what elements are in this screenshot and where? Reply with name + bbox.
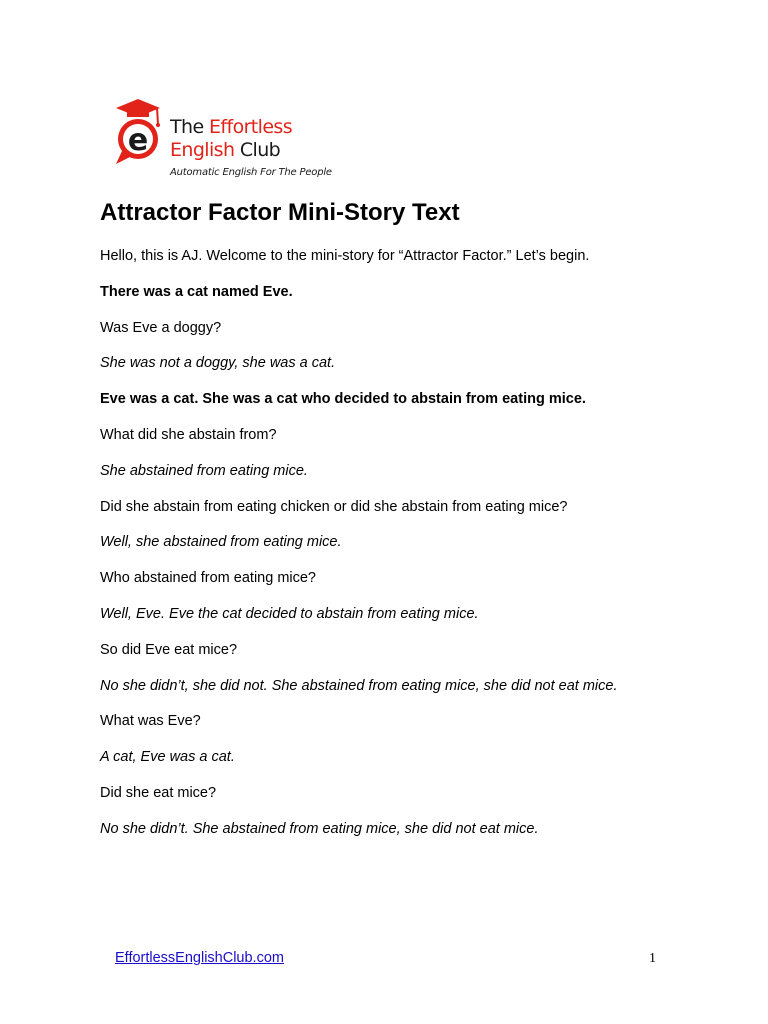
story-line: No she didn’t, she did not. She abstained from eating mice, she did not eat mice. — [100, 677, 618, 694]
story-line: No she didn’t. She abstained from eating mice, she did not eat mice. — [100, 820, 539, 837]
story-line: Well, she abstained from eating mice. — [100, 534, 342, 551]
footer-website-link[interactable]: EffortlessEnglishClub.com — [115, 950, 284, 966]
document-title: Attractor Factor Mini-Story Text — [100, 199, 460, 226]
story-line: Who abstained from eating mice? — [100, 570, 316, 587]
club-logo — [112, 96, 342, 184]
story-line: Well, Eve. Eve the cat decided to abstain from eating mice. — [100, 606, 479, 622]
graduation-cap-e-icon — [112, 96, 164, 166]
svg-text:e: e — [127, 123, 149, 158]
story-line: So did Eve eat mice? — [100, 641, 238, 658]
club-tagline: Automatic English For The People — [170, 167, 332, 178]
story-line: A cat, Eve was a cat. — [100, 749, 235, 766]
story-line: What did she abstain from? — [100, 427, 277, 443]
story-line: Hello, this is AJ. Welcome to the mini-story for “Attractor Factor.” Let’s begin. — [100, 248, 590, 264]
story-line: Did she abstain from eating chicken or did she abstain from eating mice? — [100, 498, 568, 515]
story-line: There was a cat named Eve. — [100, 283, 293, 300]
club-name-highlight-2: English — [170, 139, 235, 161]
story-line: Was Eve a doggy? — [100, 319, 222, 336]
club-name-line-2: English Club — [170, 139, 281, 161]
club-name-line-1: The Effortless — [170, 116, 293, 138]
page-number: 1 — [649, 951, 656, 966]
story-line: Did she eat mice? — [100, 785, 217, 801]
club-name — [170, 116, 292, 162]
story-line: She abstained from eating mice. — [100, 462, 308, 479]
story-line: She was not a doggy, she was a cat. — [100, 355, 336, 372]
club-name-highlight: Effortless — [208, 116, 293, 138]
story-line: What was Eve? — [100, 713, 201, 730]
story-line: Eve was a cat. She was a cat who decided to abstain from eating mice. — [100, 391, 586, 408]
